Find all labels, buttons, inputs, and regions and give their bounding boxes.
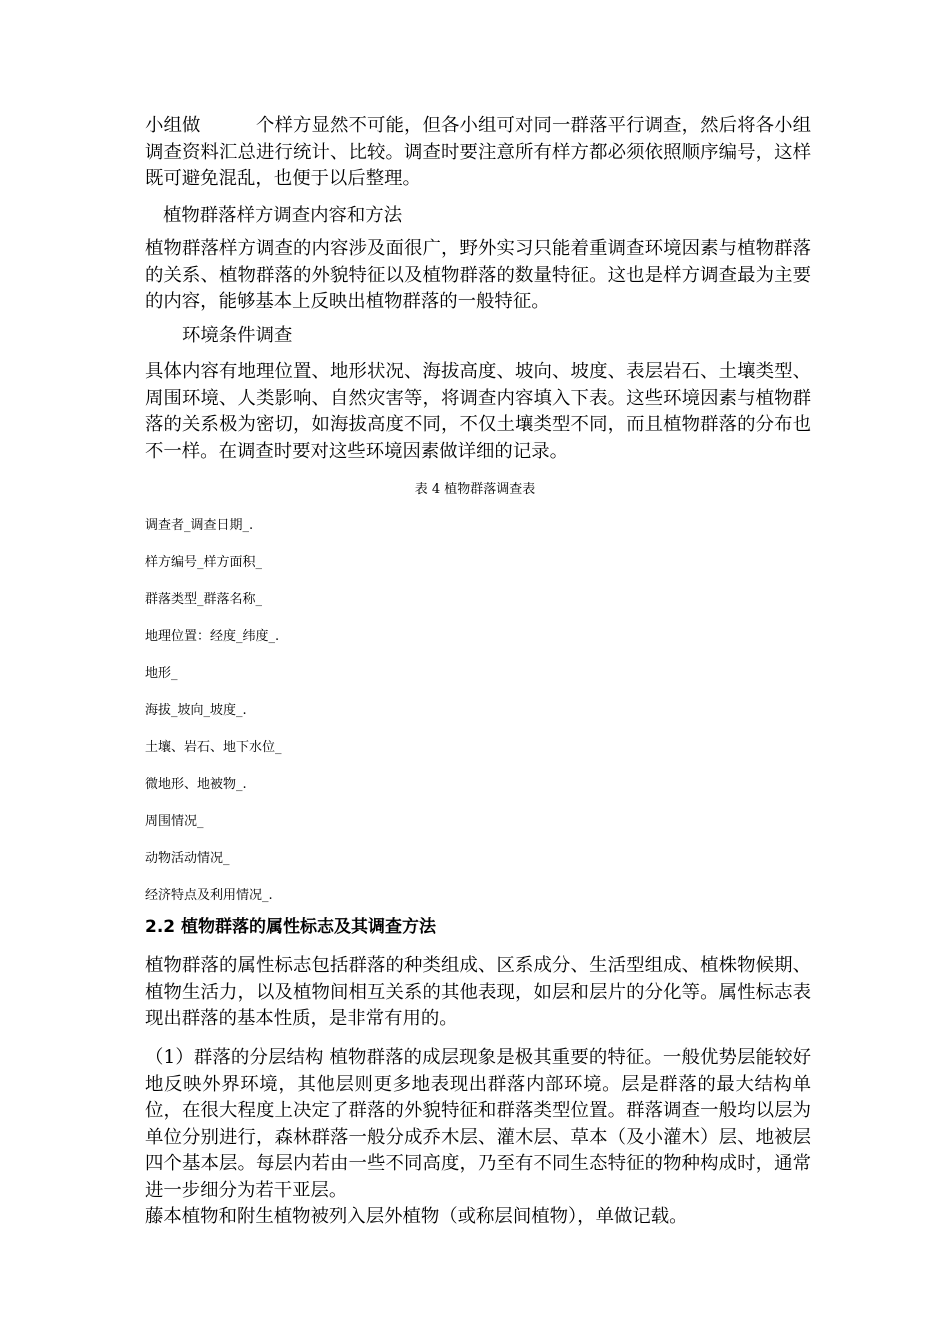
heading-quadrat-content: 植物群落样方调查内容和方法	[163, 205, 403, 226]
form-field-animal-activity: 动物活动情况_	[145, 851, 230, 866]
form-field-economic-use: 经济特点及利用情况_.	[145, 888, 273, 903]
table-caption: 表 4 植物群落调查表	[414, 482, 536, 497]
form-field-microterrain: 微地形、地被物_.	[145, 777, 247, 792]
paragraph-environment-survey: 具体内容有地理位置、地形状况、海拔高度、坡向、坡度、表层岩石、土壤类型、周围环境、人类影响、自然灾害等，将调查内容填入下表。这些环境因素与植物群落的关系极为密切，如海拔高度不同，不仅土壤类型不同，而且植物群落的分布也不一样。在调查时要对这些环境因素做详细的记录。	[145, 361, 811, 462]
section-title: 2.2 植物群落的属性标志及其调查方法	[145, 917, 437, 937]
form-field-surroundings: 周围情况_	[145, 814, 204, 829]
form-field-community-type: 群落类型_群落名称_	[145, 592, 263, 607]
heading-environment-survey: 环境条件调查	[182, 325, 293, 346]
paragraph-attributes: 植物群落的属性标志包括群落的种类组成、区系成分、生活型组成、植株物候期、植物生活力，以及植物间相互关系的其他表现，如层和层片的分化等。属性标志表现出群落的基本性质，是非常有用的。	[145, 955, 811, 1030]
paragraph-quadrat-content: 植物群落样方调查的内容涉及面很广，野外实习只能着重调查环境因素与植物群落的关系、植物群落的外貌特征以及植物群落的数量特征。这也是样方调查最为主要的内容，能够基本上反映出植物群落的一般特征。	[145, 238, 811, 313]
form-field-altitude: 海拔_坡向_坡度_.	[145, 703, 247, 718]
form-field-terrain: 地形_	[145, 666, 178, 681]
form-field-location: 地理位置：经度_纬度_.	[145, 629, 280, 644]
form-field-plot-number: 样方编号_样方面积_	[145, 555, 263, 570]
paragraph-stratification: （1）群落的分层结构 植物群落的成层现象是极其重要的特征。一般优势层能较好地反映外界环境，其他层则更多地表现出群落内部环境。层是群落的最大结构单位，在很大程度上决定了群落的外貌特征和群落类型位置。群落调查一般均以层为单位分别进行，森林群落一般分成乔木层、灌木层、草本（及小灌木）层、地被层四个基本层。每层内若由一些不同高度，乃至有不同生态特征的物种构成时，通常进一步细分为若干亚层。	[145, 1047, 811, 1201]
form-field-surveyor: 调查者_调查日期_.	[145, 518, 254, 533]
form-field-soil: 土壤、岩石、地下水位_	[145, 740, 282, 755]
paragraph-sampling-note: 小组做 个样方显然不可能，但各小组可对同一群落平行调查，然后将各小组调查资料汇总进行统计、比较。调查时要注意所有样方都必须依照顺序编号，这样既可避免混乱，也便于以后整理。	[145, 115, 811, 190]
paragraph-lianas: 藤本植物和附生植物被列入层外植物（或称层间植物），单做记载。	[145, 1206, 688, 1227]
